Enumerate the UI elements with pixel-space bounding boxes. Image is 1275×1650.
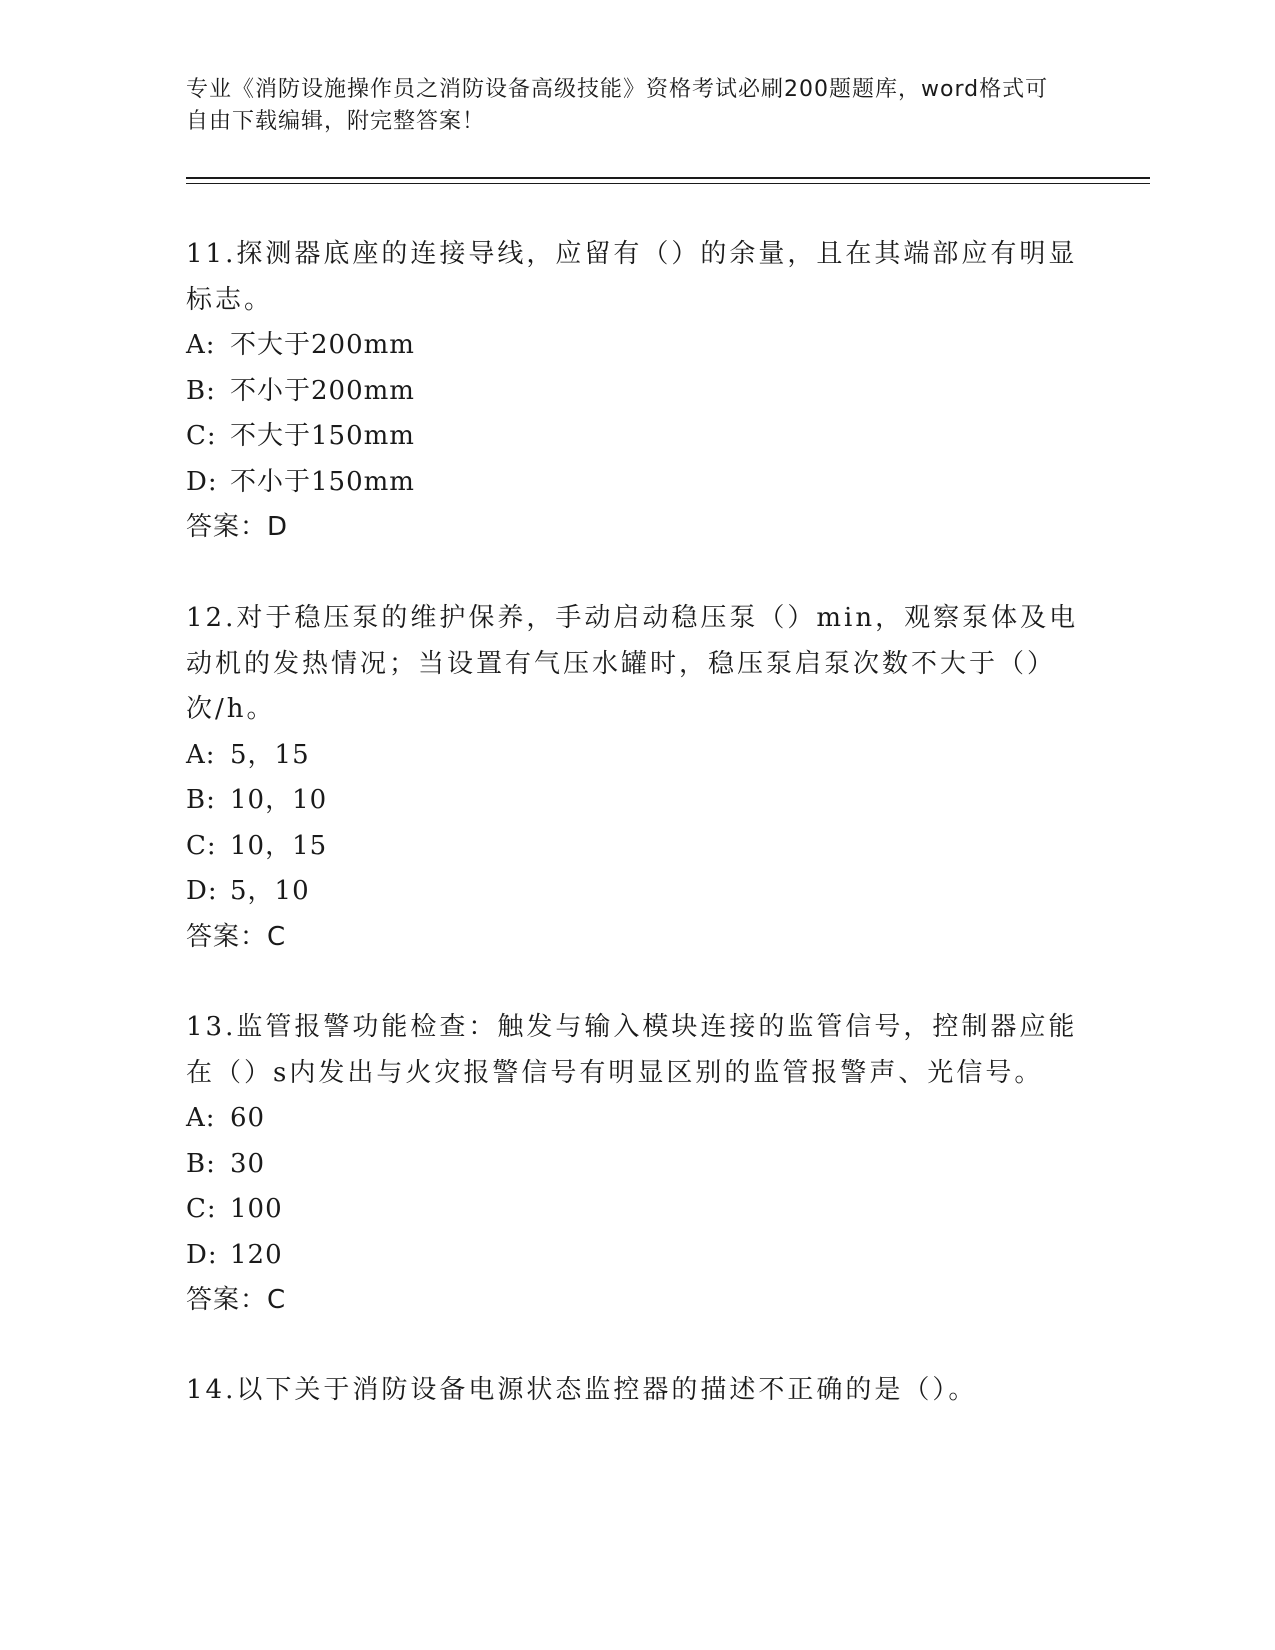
option-text: 60 (230, 1103, 266, 1133)
option-text: 100 (230, 1194, 283, 1224)
question-12 (186, 596, 1086, 960)
option-letter: D: (186, 466, 218, 497)
option-letter: A: (186, 1103, 216, 1133)
option-a (186, 323, 1086, 369)
option-a (186, 733, 1086, 779)
answer: 答案：C (186, 921, 287, 952)
question-stem: 12.对于稳压泵的维护保养，手动启动稳压泵（）min，观察泵体及电动机的发热情况；当设置有气压水罐时，稳压泵启泵次数不大于（）次/h。 (186, 603, 1079, 724)
option-letter: A: (186, 330, 216, 360)
option-text: 10，15 (230, 830, 328, 861)
question-stem: 13.监管报警功能检查：触发与输入模块连接的监管信号，控制器应能在（）s内发出与火灾报警信号有明显区别的监管报警声、光信号。 (186, 1012, 1078, 1088)
option-text: 不小于200mm (230, 375, 415, 406)
header-rule-thick (186, 177, 1150, 179)
option-letter: B: (186, 1148, 216, 1179)
option-c (186, 414, 1086, 460)
option-c (186, 1187, 1086, 1233)
option-d (186, 869, 1086, 915)
question-stem: 11.探测器底座的连接导线，应留有（）的余量，且在其端部应有明显标志。 (186, 239, 1078, 315)
answer: 答案：C (186, 1285, 287, 1315)
option-b (186, 1142, 1086, 1188)
option-text: 5，15 (230, 739, 310, 770)
header-rule-thin (186, 183, 1150, 184)
option-text: 120 (230, 1239, 283, 1270)
option-text: 10，10 (230, 785, 328, 815)
option-b (186, 778, 1086, 824)
option-letter: C: (186, 1194, 217, 1224)
question-stem: 14.以下关于消防设备电源状态监控器的描述不正确的是（）。 (186, 1375, 978, 1405)
document-header: 专业《消防设施操作员之消防设备高级技能》资格考试必刷200题题库，word格式可自由下载编辑，附完整答案！ (186, 77, 1049, 134)
option-letter: C: (186, 421, 217, 451)
option-letter: C: (186, 830, 217, 861)
option-letter: B: (186, 375, 216, 406)
option-text: 不大于200mm (230, 330, 415, 360)
option-letter: D: (186, 1239, 218, 1270)
option-letter: D: (186, 876, 218, 906)
option-text: 30 (230, 1148, 266, 1179)
option-letter: A: (186, 739, 216, 770)
option-text: 不大于150mm (230, 421, 415, 451)
option-a (186, 1096, 1086, 1142)
question-11 (186, 232, 1086, 551)
option-letter: B: (186, 785, 216, 815)
question-13 (186, 1005, 1086, 1324)
option-c (186, 824, 1086, 870)
option-text: 5，10 (230, 876, 310, 906)
option-b (186, 369, 1086, 415)
option-text: 不小于150mm (230, 466, 415, 497)
option-d (186, 460, 1086, 506)
option-d (186, 1233, 1086, 1279)
question-14 (186, 1368, 1086, 1414)
answer: 答案：D (186, 512, 289, 542)
